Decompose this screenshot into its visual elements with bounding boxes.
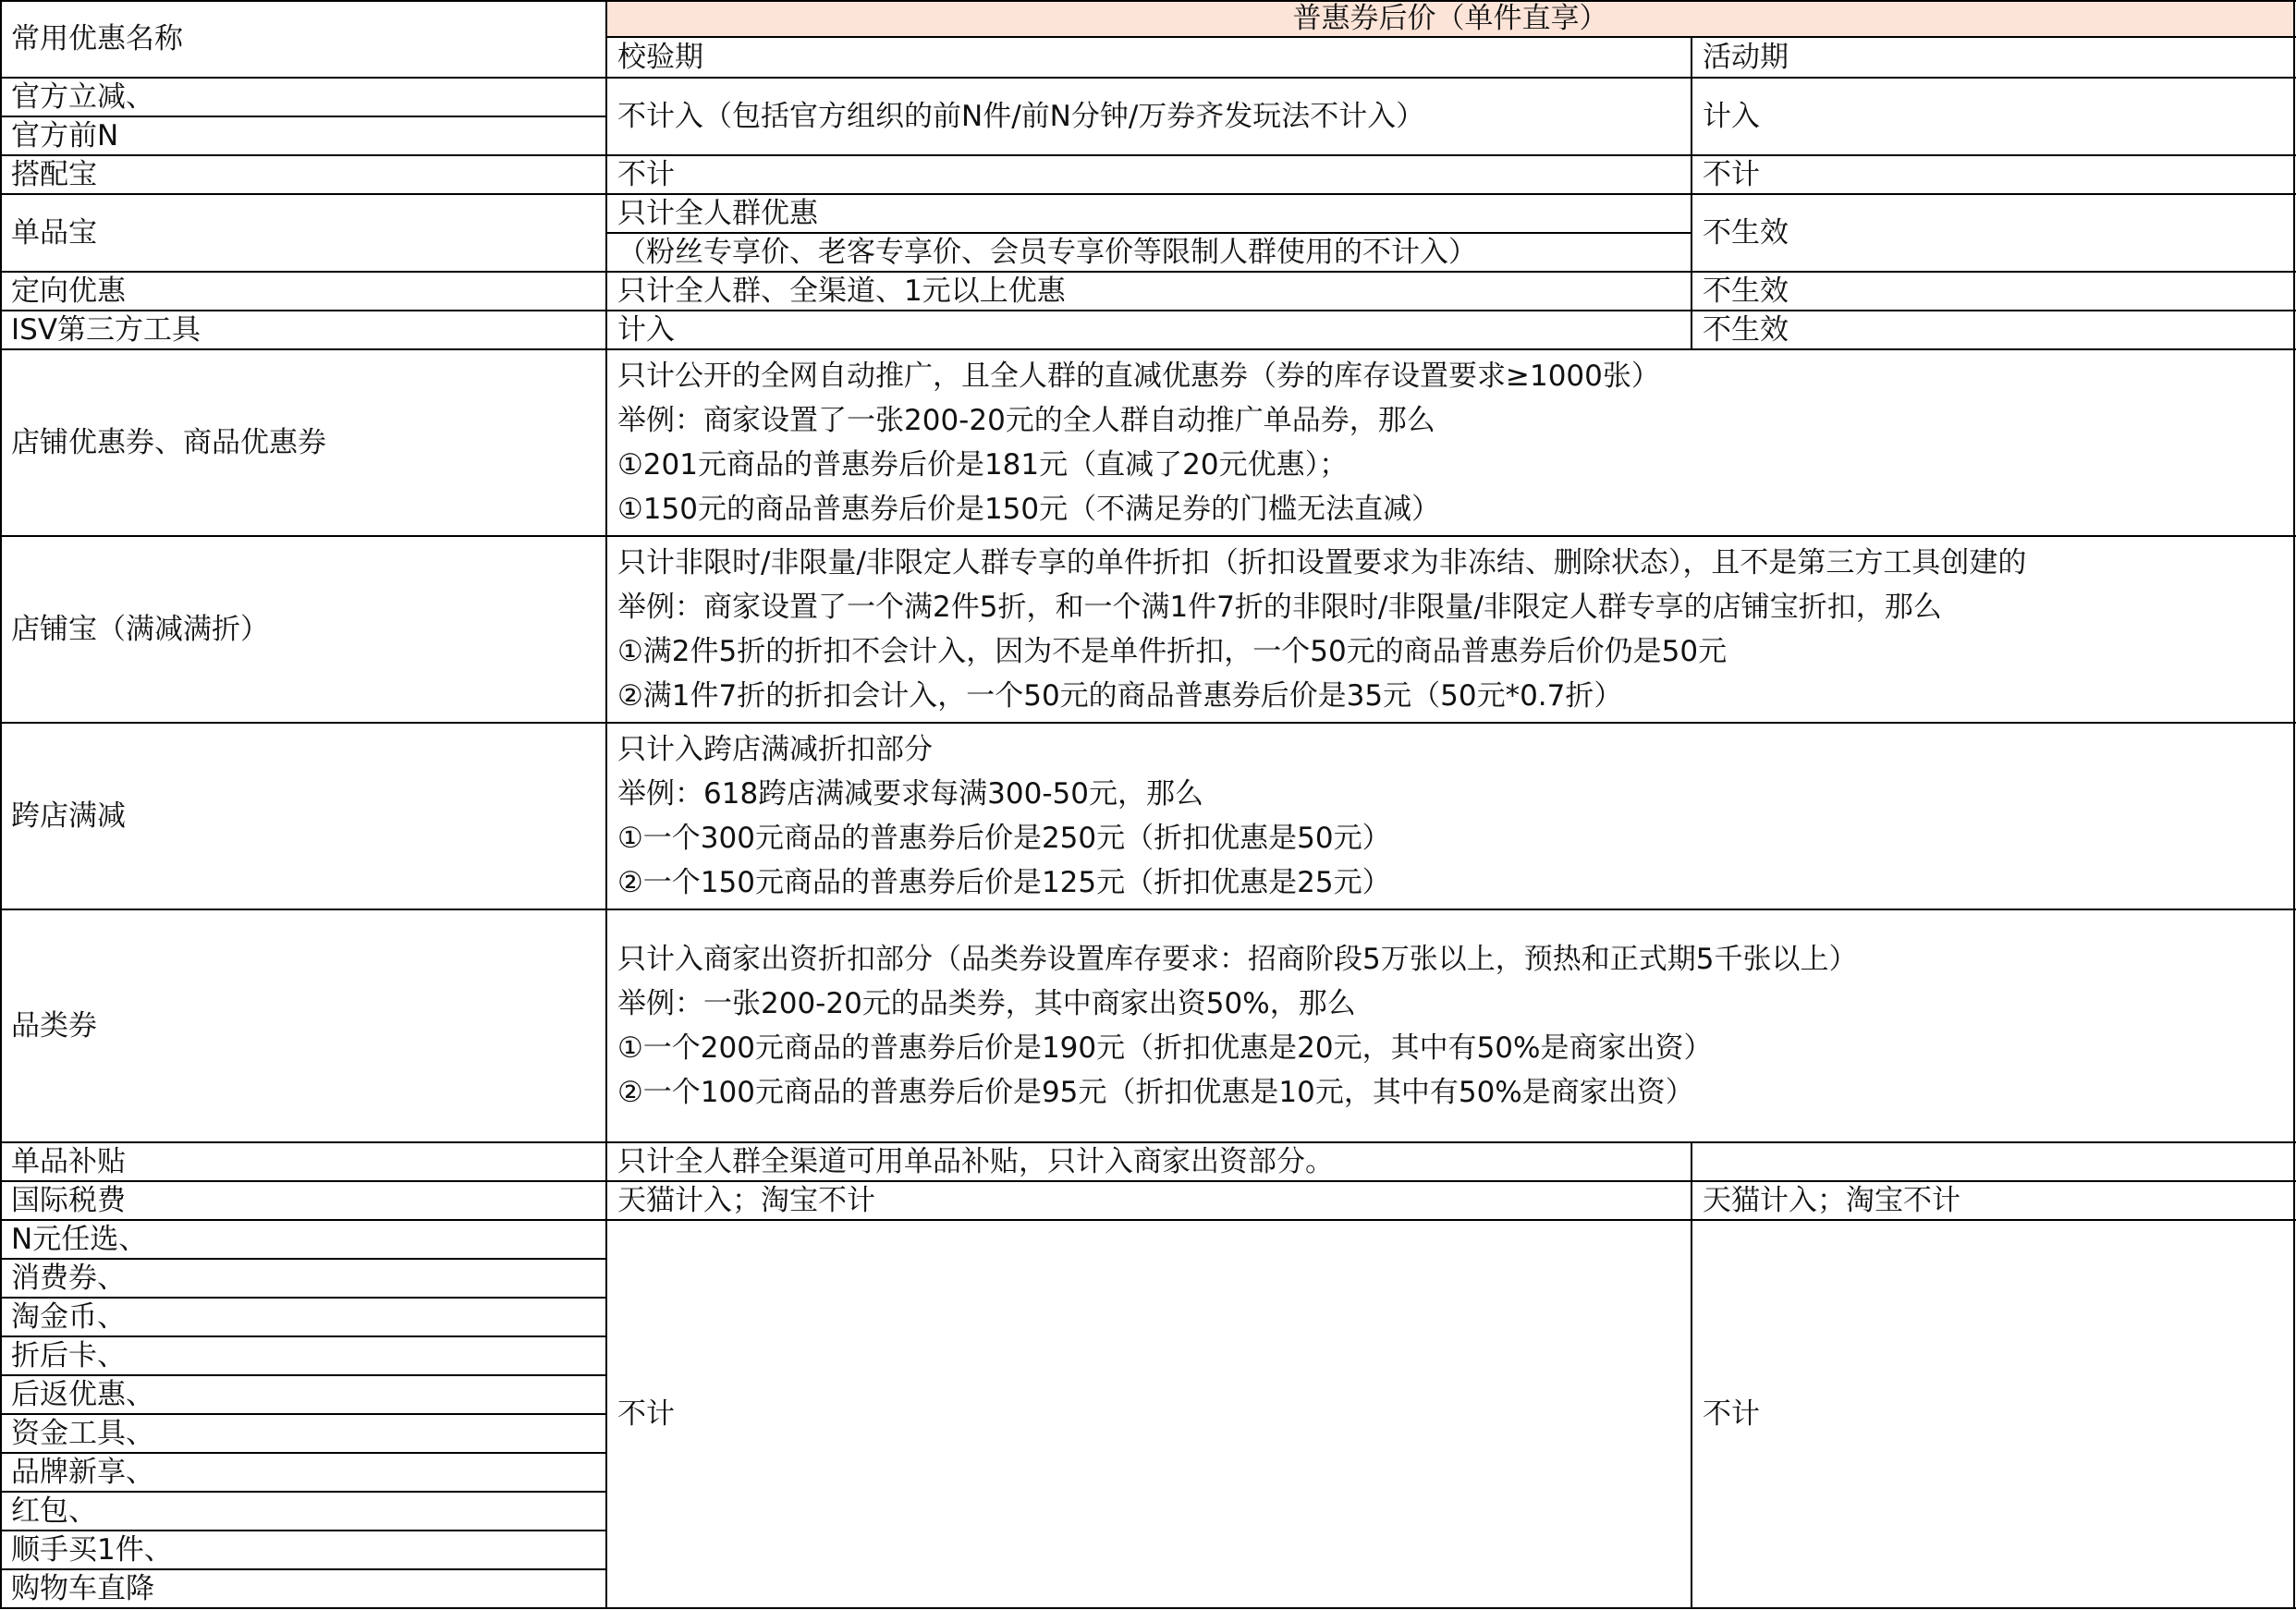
grid-line (0, 1607, 2296, 1609)
header-col-activity: 活动期 (1703, 40, 1789, 74)
row-dingxiang-activity: 不生效 (1703, 274, 1789, 308)
row-danpinbao-activity: 不生效 (1703, 215, 1789, 250)
row-cross-store-detail (606, 723, 2294, 909)
row-store-coupon-name: 店铺优惠券、商品优惠券 (11, 425, 326, 459)
row-others-name-8: 红包、 (11, 1494, 97, 1528)
row-others-name-6: 资金工具、 (11, 1416, 154, 1450)
detail-line: 举例：一张200-20元的品类券，其中商家出资50%，那么 (617, 987, 1356, 1020)
grid-line (1691, 36, 1692, 349)
grid-line (0, 1141, 2296, 1143)
grid-line (0, 154, 2296, 156)
row-subsidy-activity (1691, 1142, 2294, 1181)
row-dingxiang-name: 定向优惠 (11, 274, 126, 308)
row-official-name-2: 官方前N (11, 118, 119, 152)
detail-line: 举例：商家设置了一个满2件5折，和一个满1件7折的非限时/非限量/非限定人群专享的店铺宝折扣，那么 (617, 591, 1942, 624)
row-danpinbao-name: 单品宝 (11, 215, 97, 250)
detail-line: ①201元商品的普惠券后价是181元（直减了20元优惠）； (617, 448, 1349, 482)
detail-line: ②一个150元商品的普惠券后价是125元（折扣优惠是25元） (617, 866, 1391, 899)
grid-line (0, 909, 2296, 910)
row-others-name-4: 折后卡、 (11, 1338, 126, 1372)
grid-line (0, 1258, 606, 1260)
row-intl-tax-activity: 天猫计入；淘宝不计 (1703, 1183, 1960, 1217)
row-isv-name: ISV第三方工具 (11, 312, 202, 347)
row-others-name-10: 购物车直降 (11, 1571, 154, 1605)
row-dapeibao-activity: 不计 (1703, 157, 1760, 191)
row-dianpubao-name: 店铺宝（满减满折） (11, 612, 269, 646)
row-others-name-2: 消费券、 (11, 1261, 126, 1295)
grid-line (0, 193, 2296, 195)
row-others-name-1: N元任选、 (11, 1222, 148, 1256)
detail-line: ②满1件7折的折扣会计入，一个50元的商品普惠券后价是35元（50元*0.7折） (617, 679, 1623, 713)
grid-line (0, 1219, 2296, 1221)
row-category-coupon-detail (606, 909, 2294, 1142)
grid-line (0, 348, 2296, 350)
grid-line (0, 1336, 606, 1337)
row-isv-verify: 计入 (617, 312, 675, 347)
row-official-activity: 计入 (1703, 99, 1760, 133)
grid-line (0, 722, 2296, 724)
row-others-name-3: 淘金币、 (11, 1299, 126, 1334)
row-dapeibao-verify: 不计 (617, 157, 675, 191)
detail-line: ②一个100元商品的普惠券后价是95元（折扣优惠是10元，其中有50%是商家出资） (617, 1076, 1694, 1109)
grid-line (0, 1568, 606, 1570)
row-danpinbao-verify-2: （粉丝专享价、老客专享价、会员专享价等限制人群使用的不计入） (617, 235, 1477, 269)
grid-line (0, 1491, 606, 1493)
grid-line (0, 535, 2296, 537)
grid-line (0, 271, 2296, 273)
grid-line (0, 0, 2296, 2)
row-dingxiang-verify: 只计全人群、全渠道、1元以上优惠 (617, 274, 1066, 308)
detail-line: 举例：商家设置了一张200-20元的全人群自动推广单品券，那么 (617, 404, 1435, 437)
detail-line: ①满2件5折的折扣不会计入，因为不是单件折扣，一个50元的商品普惠券后价仍是50元 (617, 635, 1728, 668)
grid-line (0, 310, 2296, 311)
row-subsidy-verify: 只计全人群全渠道可用单品补贴，只计入商家出资部分。 (617, 1144, 1334, 1178)
grid-line (0, 116, 606, 117)
row-dapeibao-name: 搭配宝 (11, 157, 97, 191)
grid-line (1691, 1141, 1692, 1609)
row-cross-store-name: 跨店满减 (11, 799, 126, 833)
grid-line (0, 1452, 606, 1454)
header-col-name: 常用优惠名称 (11, 21, 183, 55)
grid-line (2293, 0, 2295, 1609)
detail-line: 只计入商家出资折扣部分（品类券设置库存要求：招商阶段5万张以上，预热和正式期5千张以上） (617, 943, 1858, 976)
grid-line (606, 36, 2296, 38)
header-group-title: 普惠券后价（单件直享） (606, 0, 2294, 37)
row-others-name-7: 品牌新享、 (11, 1455, 154, 1489)
row-danpinbao-verify-1: 只计全人群优惠 (617, 196, 818, 230)
row-others-name-9: 顺手买1件、 (11, 1532, 173, 1567)
grid-line (0, 77, 2296, 79)
row-dianpubao-detail (606, 536, 2294, 723)
row-others-activity: 不计 (1703, 1397, 1760, 1431)
row-official-verify: 不计入（包括官方组织的前N件/前N分钟/万券齐发玩法不计入） (617, 99, 1425, 133)
detail-line: 只计公开的全网自动推广，且全人群的直减优惠券（券的库存设置要求≥1000张） (617, 360, 1660, 393)
detail-line: ①一个300元商品的普惠券后价是250元（折扣优惠是50元） (617, 822, 1391, 855)
detail-line: ①150元的商品普惠券后价是150元（不满足券的门槛无法直减） (617, 493, 1441, 526)
grid-line (0, 1413, 606, 1415)
detail-line: 只计非限时/非限量/非限定人群专享的单件折扣（折扣设置要求为非冻结、删除状态），且不是第三方工具创建的 (617, 546, 2027, 579)
grid-line (606, 232, 1691, 234)
row-others-verify: 不计 (617, 1397, 675, 1431)
row-intl-tax-verify: 天猫计入；淘宝不计 (617, 1183, 875, 1217)
row-intl-tax-name: 国际税费 (11, 1183, 126, 1217)
row-store-coupon-detail (606, 349, 2294, 536)
grid-line (605, 0, 607, 1609)
grid-line (0, 0, 2, 1609)
detail-line: ①一个200元商品的普惠券后价是190元（折扣优惠是20元，其中有50%是商家出资） (617, 1031, 1713, 1065)
header-col-verify: 校验期 (617, 40, 703, 74)
detail-line: 只计入跨店满减折扣部分 (617, 733, 933, 766)
row-isv-activity: 不生效 (1703, 312, 1789, 347)
row-others-name-5: 后返优惠、 (11, 1377, 154, 1411)
detail-line: 举例：618跨店满减要求每满300-50元，那么 (617, 777, 1203, 811)
grid-line (0, 1297, 606, 1299)
row-category-coupon-name: 品类券 (11, 1008, 97, 1043)
grid-line (0, 1374, 606, 1376)
row-official-name-1: 官方立减、 (11, 79, 154, 114)
grid-line (0, 1180, 2296, 1182)
grid-line (0, 1530, 606, 1531)
row-subsidy-name: 单品补贴 (11, 1144, 126, 1178)
